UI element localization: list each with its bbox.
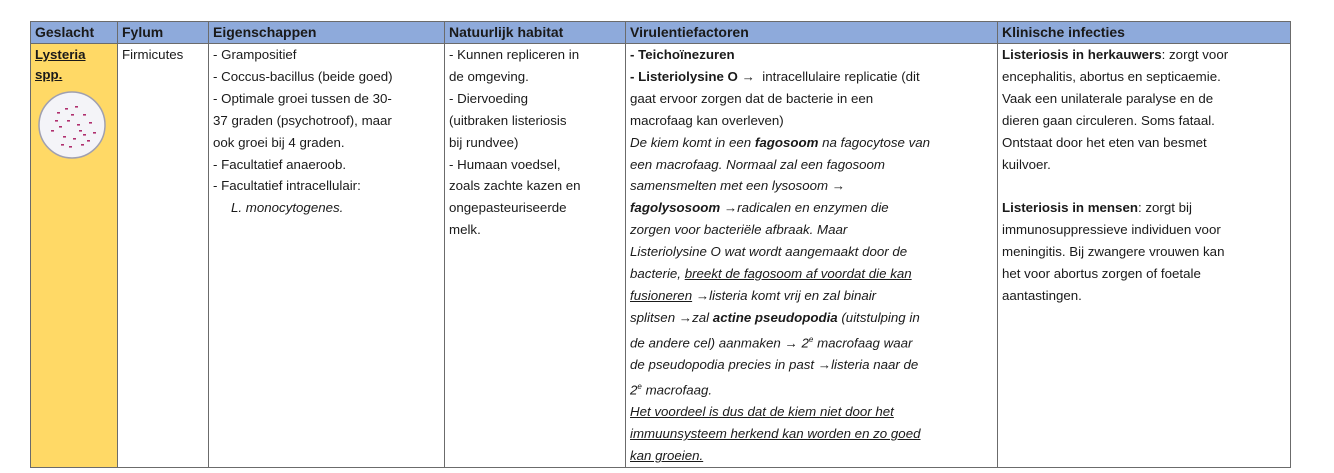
clinical-line: meningitis. Bij zwangere vrouwen kan <box>1002 244 1225 260</box>
bacteria-dot <box>89 122 92 124</box>
clinical-line: Ontstaat door het eten van besmet <box>1002 134 1207 150</box>
bacteria-dot <box>55 120 58 122</box>
bacteria-dot <box>69 146 72 148</box>
virulence-text: (uitstulping in <box>841 309 920 325</box>
bacteria-dot <box>73 138 76 140</box>
bacteria-dot <box>61 144 64 146</box>
mensen-title: Listeriosis in mensen <box>1002 200 1138 216</box>
clinical-line: kuilvoer. <box>1002 156 1051 172</box>
clinical-line: het voor abortus zorgen of foetale <box>1002 266 1201 282</box>
virulence-line <box>630 132 993 154</box>
virulence-text: listeria komt vrij en zal binair <box>709 287 877 303</box>
virulence-text: listeria naar de <box>831 357 919 373</box>
virulence-underlined: fusioneren <box>630 287 693 303</box>
arrow-right-icon: → <box>817 357 832 373</box>
fylum-text: Firmicutes <box>122 47 184 62</box>
virulence-text: bacterie, <box>630 266 681 282</box>
eigenschap-line: - Coccus-bacillus (beide goed) <box>213 68 393 84</box>
eigenschap-line: 37 graden (psychotroof), maar <box>213 112 392 128</box>
habitat-line: zoals zachte kazen en <box>449 178 581 194</box>
bacteria-dot <box>93 132 96 134</box>
cell-geslacht <box>31 44 118 468</box>
arrow-right-icon: → <box>831 178 846 194</box>
cell-fylum <box>118 44 209 468</box>
superscript: e <box>808 334 814 344</box>
virulence-line: immuunsysteem herkend kan worden en zo goed <box>630 426 921 442</box>
virulence-line <box>630 376 993 401</box>
genus-name: Lysteria <box>35 47 86 62</box>
actine-term: actine pseudopodia <box>712 309 838 325</box>
petri-dish-icon <box>37 90 107 160</box>
virulence-line: gaat ervoor zorgen dat de bacterie in een <box>630 90 874 106</box>
virulence-line: Het voordeel is dus dat de kiem niet door het <box>630 404 894 420</box>
habitat-line: - Kunnen repliceren in <box>449 47 580 62</box>
virulence-underlined: breekt de fagosoom af voordat die kan <box>684 266 912 282</box>
virulence-line <box>630 197 993 219</box>
virulence-text: zal <box>692 309 710 325</box>
eigenschap-line: - Facultatief intracellulair: <box>213 178 361 194</box>
fagolysosoom-term: fagolysosoom <box>630 200 721 216</box>
virulence-text: de andere cel) aanmaken <box>630 335 781 351</box>
virulence-text: na fagocytose van <box>822 134 931 150</box>
virulence-line <box>630 329 993 354</box>
cell-habitat <box>445 44 626 468</box>
virulence-line <box>630 307 993 329</box>
habitat-line: ongepasteuriseerde <box>449 200 567 216</box>
virulence-text: de pseudopodia precies in past <box>630 357 815 373</box>
clinical-text: : zorgt voor <box>1161 47 1229 62</box>
habitat-line: de omgeving. <box>449 68 529 84</box>
clinical-line: Vaak een unilaterale paralyse en de <box>1002 90 1214 106</box>
cell-klinisch <box>998 44 1291 468</box>
bacteria-dot <box>65 108 68 110</box>
header-virulentie: Virulentiefactoren <box>626 22 998 44</box>
header-eigenschappen: Eigenschappen <box>209 22 445 44</box>
header-geslacht: Geslacht <box>31 22 118 44</box>
bacteria-dot <box>81 144 84 146</box>
header-row <box>31 22 1291 44</box>
virulence-text: macrofaag waar <box>817 335 913 351</box>
virulence-line: zorgen voor bacteriële afbraak. Maar <box>630 222 848 238</box>
bacteria-dot <box>83 134 86 136</box>
clinical-text: : zorgt bij <box>1137 200 1192 216</box>
virulence-text: intracellulaire replicatie (dit <box>762 68 920 84</box>
genus-suffix: spp. <box>35 67 63 82</box>
virulence-text: samensmelten met een lysosoom <box>630 178 829 194</box>
virulence-text: 2 <box>801 335 809 351</box>
listeriolysine-label: - Listeriolysine O <box>630 68 738 84</box>
bacteria-dot <box>77 124 80 126</box>
virulence-line: - Teichoïnezuren <box>630 47 735 62</box>
arrow-right-icon: → <box>695 287 710 303</box>
species-name: L. monocytogenes. <box>231 200 344 216</box>
habitat-line: - Humaan voedsel, <box>449 156 561 172</box>
virulence-text: radicalen en enzymen die <box>737 200 889 216</box>
cell-virulentie <box>626 44 998 468</box>
virulence-line <box>630 263 993 285</box>
virulence-text: splitsen <box>630 309 676 325</box>
virulence-line: macrofaag kan overleven) <box>630 112 784 128</box>
bacteria-dot <box>57 112 60 114</box>
clinical-line: dieren gaan circuleren. Soms fataal. <box>1002 112 1215 128</box>
cell-eigenschappen <box>209 44 445 468</box>
bacteria-table <box>30 21 1291 468</box>
clinical-line <box>1002 197 1286 219</box>
habitat-line: melk. <box>449 222 481 238</box>
eigenschap-line: ook groei bij 4 graden. <box>213 134 345 150</box>
arrow-right-icon: → <box>723 200 738 216</box>
virulence-line <box>630 66 993 88</box>
arrow-right-icon: → <box>741 68 755 84</box>
eigenschap-line: - Facultatief anaeroob. <box>213 156 347 172</box>
clinical-line: encephalitis, abortus en septicaemie. <box>1002 68 1221 84</box>
herkauwers-title: Listeriosis in herkauwers <box>1002 47 1162 62</box>
clinical-line: aantastingen. <box>1002 288 1082 304</box>
habitat-line: bij rundvee) <box>449 134 519 150</box>
bacteria-dot <box>87 140 90 142</box>
header-habitat: Natuurlijk habitat <box>445 22 626 44</box>
clinical-line: immunosuppressieve individuen voor <box>1002 222 1221 238</box>
virulence-line <box>630 354 993 376</box>
header-klinisch: Klinische infecties <box>998 22 1291 44</box>
clinical-line <box>1002 44 1286 66</box>
habitat-line: - Diervoeding <box>449 90 529 106</box>
bacteria-dot <box>59 126 62 128</box>
bacteria-dot <box>71 114 74 116</box>
virulence-line: een macrofaag. Normaal zal een fagosoom <box>630 156 885 172</box>
virulence-text: 2 <box>630 382 638 398</box>
bacteria-dot <box>79 130 82 132</box>
virulence-text: De kiem komt in een <box>630 134 752 150</box>
header-fylum: Fylum <box>118 22 209 44</box>
virulence-line <box>630 175 993 197</box>
arrow-right-icon: → <box>678 309 693 325</box>
table-row <box>31 44 1291 468</box>
virulence-line: kan groeien. <box>630 448 704 464</box>
spacer <box>1002 175 1286 197</box>
eigenschap-line: - Grampositief <box>213 47 297 62</box>
bacteria-dot <box>83 114 86 116</box>
bacteria-dot <box>63 136 66 138</box>
virulence-line <box>630 285 993 307</box>
arrow-right-icon: → <box>784 335 798 351</box>
bacteria-dot <box>51 130 54 132</box>
virulence-text: macrofaag. <box>645 382 713 398</box>
bacteria-dot <box>75 106 78 108</box>
superscript: e <box>637 382 642 392</box>
eigenschap-line: - Optimale groei tussen de 30- <box>213 90 392 106</box>
habitat-line: (uitbraken listeriosis <box>449 112 567 128</box>
fagosoom-term: fagosoom <box>754 134 819 150</box>
bacteria-dot <box>67 120 70 122</box>
virulence-line: Listeriolysine O wat wordt aangemaakt door de <box>630 244 908 260</box>
